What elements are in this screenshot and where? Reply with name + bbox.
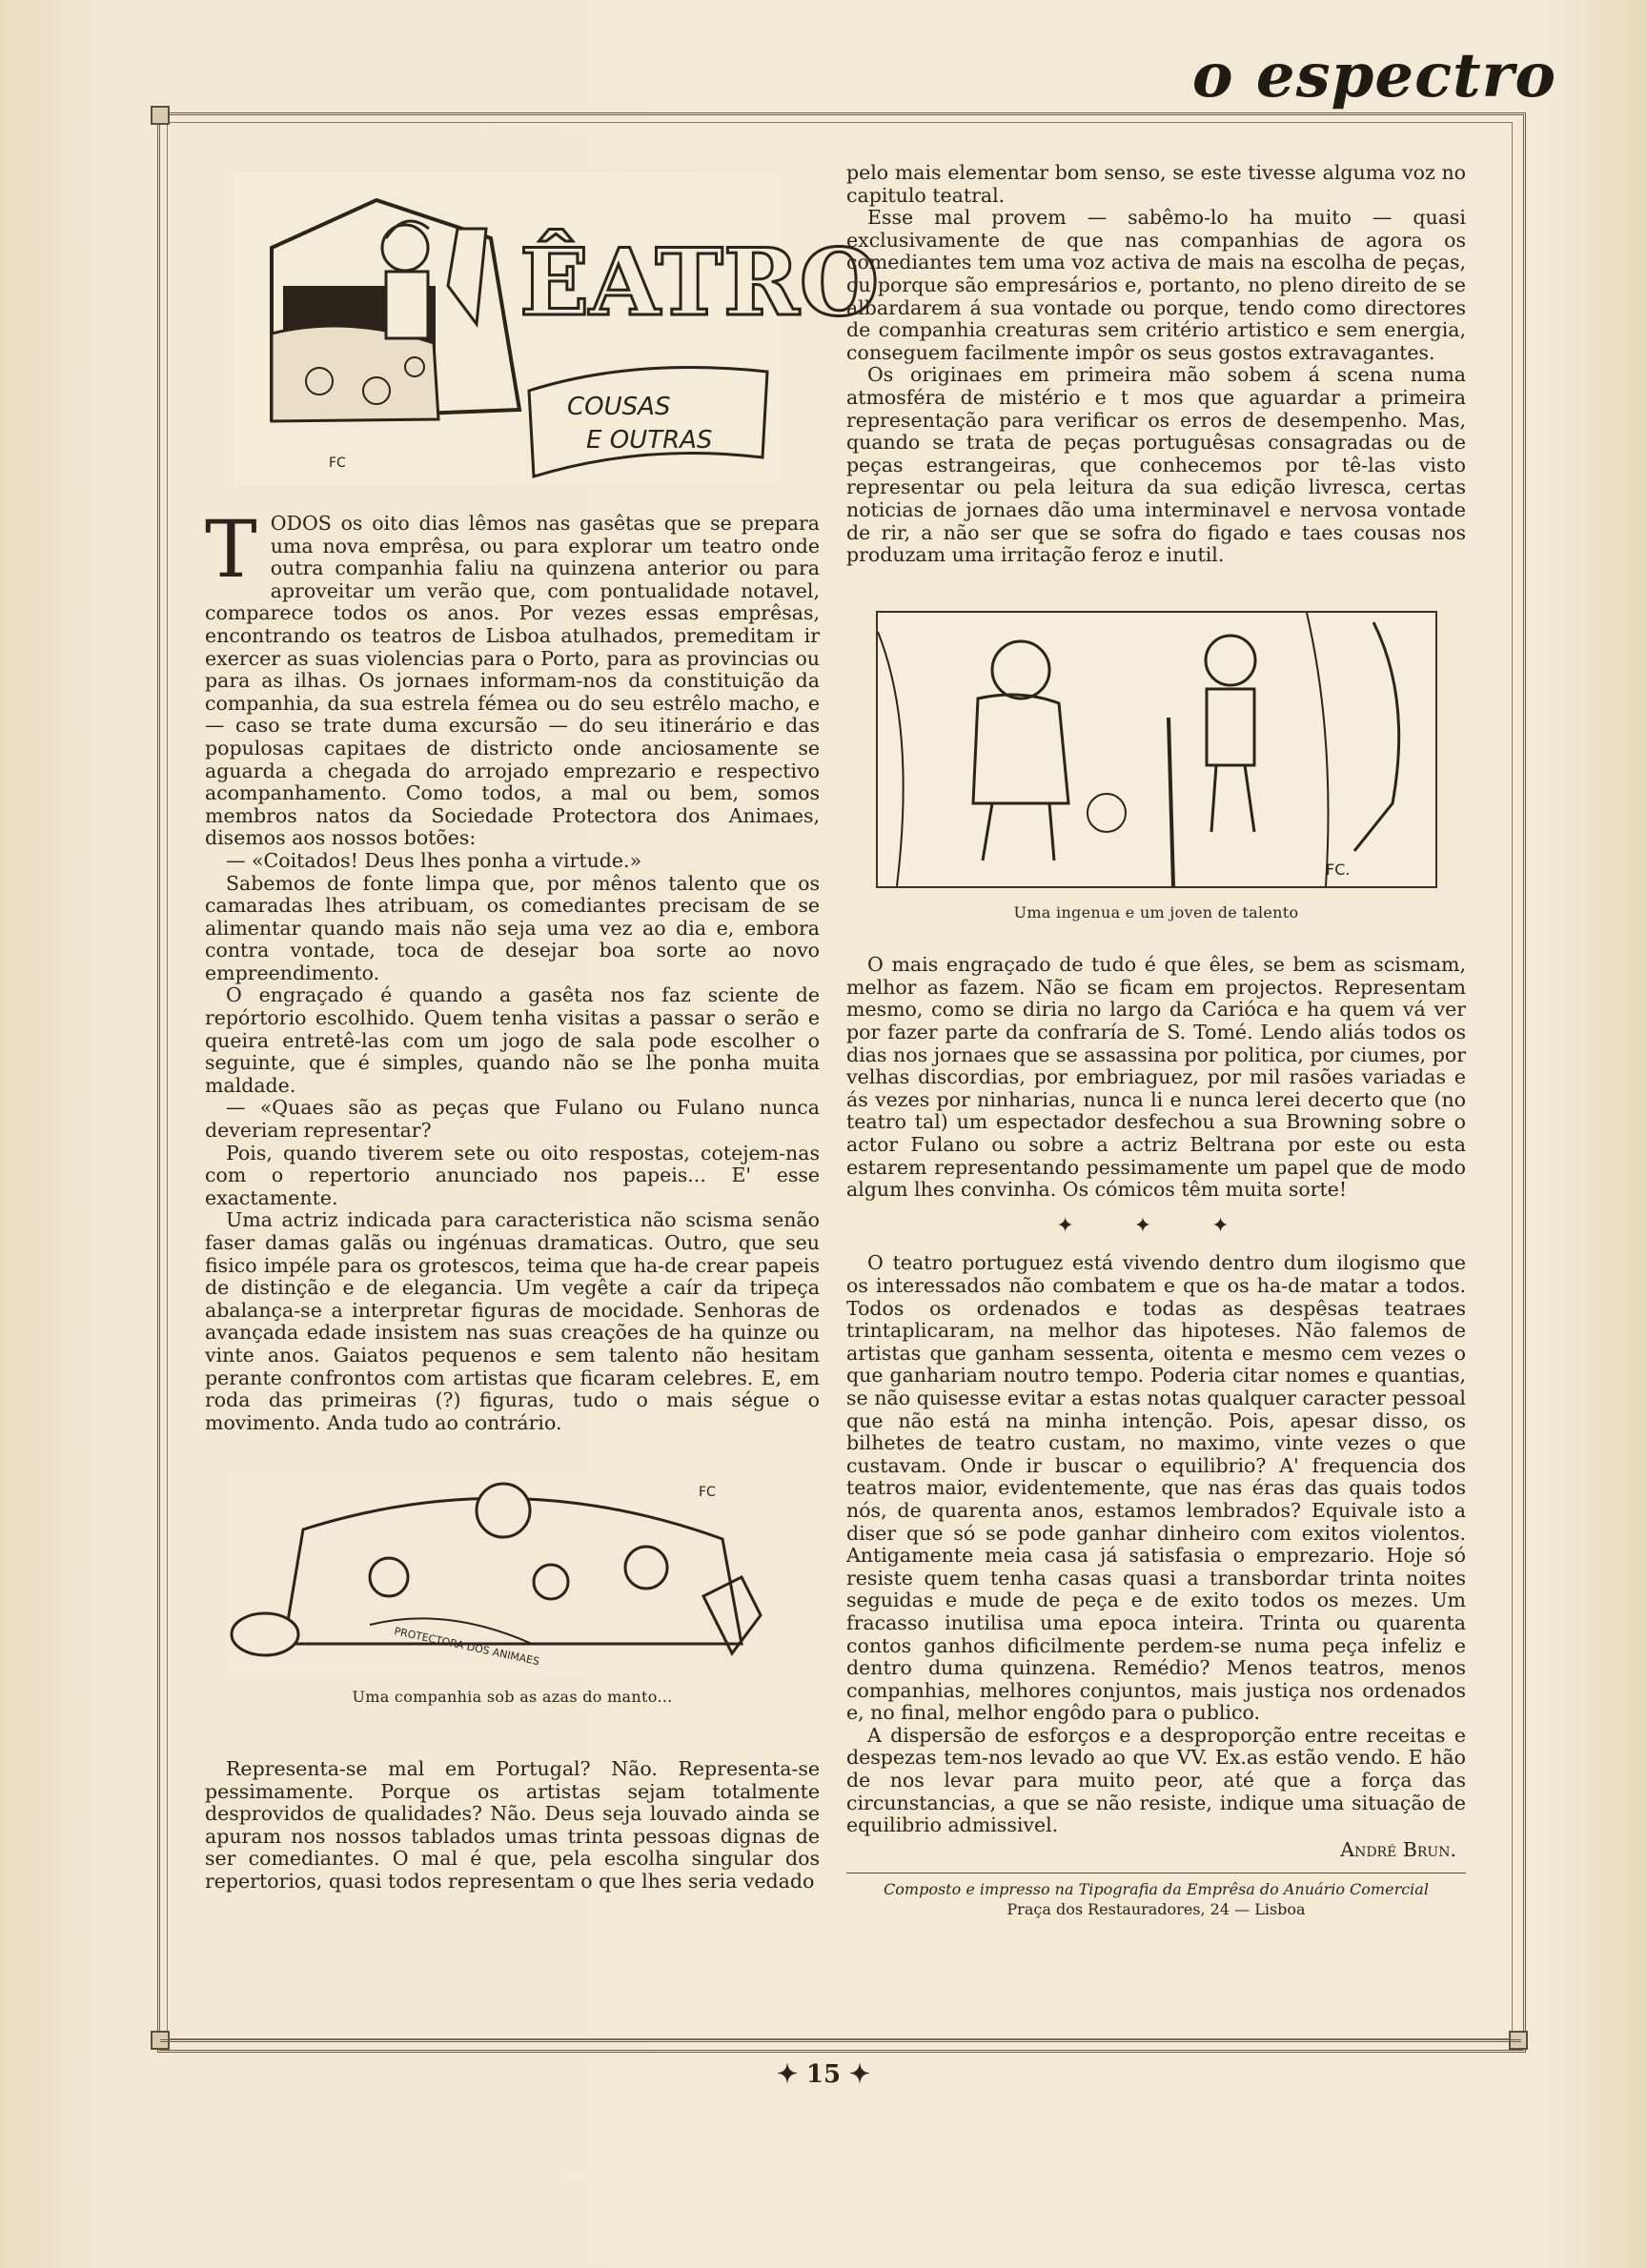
illustrator-initials: FC <box>329 456 346 471</box>
right-column <box>846 162 1466 1919</box>
article-paragraph <box>205 505 820 850</box>
ingenue-illustration <box>876 611 1437 888</box>
article-paragraph: O teatro portuguez está vivendo dentro dum ilogismo que os interessados não combatem e que os ha-de matar a todos. Todos os ordenados e todas as despêsas teatraes trintaplicaram, na melhor das hipoteses. Não falemos de artistas que ganham sessenta, oitenta e mesmo cem vezes o que ganhariam noutro tempo. Poderia citar nomes e quantias, se não quisesse evitar a estas notas qualquer caracter pessoal que não está na minha intenção. Pois, apesar disso, os bilhetes de teatro custam, no maximo, vinte vezes o que custavam. Onde ir buscar o equilibrio? A' frequencia dos teatros maior, evidentemente, que nas éras das quais todos nós, de quarenta anos, estamos lembrados? Equivale isto a diser que só se pode ganhar dinheiro com exitos violentos. Antigamente meia casa já satisfasia o emprezario. Hoje só resiste quem tenha casas quasi a transbordar trinta noites seguidas e mude de peça e de exito todos os mezes. Um fracasso inutilisa uma epoca inteira. Trinta ou quarenta contos ganhos dificilmente perdem-se numa peça infeliz e dentro duma quinzena. Remédio? Menos teatros, menos companhias, melhores conjuntos, mais justiça nos ordenados e, no final, melhor engôdo para o publico. <box>846 1251 1466 1725</box>
article-paragraph: Representa-se mal em Portugal? Não. Representa-se pessimamente. Porque os artistas sejam totalmente desprovidos de qualidades? Não. Deus seja louvado ainda se apuram nos nossos tablados umas trinta pessoas dignas de ser comediantes. O mal é que, pela escolha singular dos repertorios, quasi todos representam o que lhes seria vedado <box>205 1756 820 1893</box>
bottom-rule <box>160 2039 1521 2042</box>
illustrator-initials: FC. <box>1325 860 1350 879</box>
left-column <box>205 162 880 1893</box>
header-illustration <box>234 172 880 486</box>
paragraph-text: ODOS os oito dias lêmos nas gasêtas que se prepara uma nova emprêsa, ou para explorar um teatro onde outra companhia faliu na quinzena anterior ou para aproveitar um verão que, com pontualidade notavel, comparece todos os anos. Por vezes essas emprêsas, encontrando os teatros de Lisboa atulhados, premeditam ir exercer as suas violencias para o Porto, para as provincias ou para as ilhas. Os jornaes informam-nos da constituição da companhia, da sua estrela fémea ou do seu estrêlo macho, e — caso se trate duma excursão — do seu itinerário e das populosas capitaes de districto onde anciosamente se aguarda a chegada do arrojado emprezario e respectivo acompanhamento. Como todos, a mal ou bem, somos membros natos da Sociedade Protectora dos Animaes, disemos aos nossos botões: <box>205 512 820 850</box>
page-number: ✦ 15 ✦ <box>777 2060 870 2089</box>
imprint-line-2: Praça dos Restauradores, 24 — Lisboa <box>1006 1900 1306 1919</box>
article-paragraph: pelo mais elementar bom senso, se este tivesse alguma voz no capitulo teatral. <box>846 161 1466 207</box>
article-paragraph: Pois, quando tiverem sete ou oito respostas, cotejem-nas com o repertorio anunciado nos papeis... E' esse exactamente. <box>205 1141 820 1209</box>
section-separator: ✦ ✦ ✦ <box>1056 1213 1256 1238</box>
company-illustration <box>227 1472 799 1672</box>
banner-text: PROTECTORA DOS ANIMAES <box>392 1625 540 1669</box>
article-paragraph: Uma actriz indicada para caracteristica não scisma senão faser damas galãs ou ingénuas dramaticas. Outro, que seu fisico impéle para os grotescos, teima que ha-de crear papeis de distinção e de elegancia. Um vegête a caír da tripeça abalança-se a interpretar figuras de mocidade. Senhoras de avançada edade insistem nas suas creações de ha quinze ou vinte anos. Gaiatos pequenos e sem talento não hesitam perante confrontos com artistas que ficaram celebres. E, em roda das primeiras (?) figuras, tudo o mais ségue o movimento. Anda tudo ao contrário. <box>205 1208 820 1434</box>
article-paragraph: O engraçado é quando a gasêta nos faz sciente de repórtorio escolhido. Quem tenha visitas a passar o serão e queira entretê-las com um jogo de sala pode escolher o seguinte, que é simples, quando não se lhe ponha muita maldade. <box>205 983 820 1097</box>
mantle-illustration <box>227 1472 799 1672</box>
article-paragraph: O mais engraçado de tudo é que êles, se bem as scismam, melhor as fazem. Não se ficam em projectos. Representam mesmo, como se diria no largo da Carióca e ha quem vá ver por fazer parte da confraría de S. Tomé. Lendo aliás todos os dias nos jornaes que se assassina por politica, por ciumes, por velhas discordias, por embriaguez, por mil rasões variadas e ás vezes por ninharias, nunca li e nunca lerei decerto que (no teatro tal) um espectador desfechou a sua Browning sobre o actor Fulano ou sobre a actriz Beltrana por este ou esta estarem representando pessimamente um papel que de modo algum lhes convinha. Os cómicos têm muita sorte! <box>846 953 1466 1202</box>
ribbon-line-1: COUSAS <box>567 393 671 421</box>
illustration-caption: Uma ingenua e um joven de talento <box>1013 902 1299 921</box>
article-paragraph: A dispersão de esforços e a desproporção entre receitas e despezas tem-nos levado ao que VV. Ex.as estão vendo. E hão de nos levar para muito peor, até que a força das circunstancias, a que se não resiste, indique uma situação de equilibrio admissivel. <box>846 1723 1466 1837</box>
article-paragraph: Esse mal provem — sabêmo-lo ha muito — quasi exclusivamente de que nas companhias de agora os comediantes tem uma voz activa de mais na escolha de peças, ou porque são empresários e, portanto, no pleno direito de se albardarem á sua vontade ou porque, tendo como directores de companhia creaturas sem critério artistico e sem energia, conseguem facilmente impôr os seus gostos extravagantes. <box>846 206 1466 364</box>
frame-corner-ornament <box>151 106 170 125</box>
article-paragraph: — «Coitados! Deus lhes ponha a virtude.» <box>226 848 642 872</box>
ingenue-drawing <box>878 613 1435 886</box>
illustration-caption: Uma companhia sob as azas do manto... <box>352 1688 673 1707</box>
imprint <box>846 1873 1466 1919</box>
author-signature: André Brun. <box>1340 1837 1456 1861</box>
ribbon-line-2: E OUTRAS <box>586 426 713 455</box>
drop-cap: T <box>205 505 257 596</box>
puppet-theatre-illustration <box>234 172 880 486</box>
illustrator-initials: FC <box>698 1485 716 1501</box>
article-paragraph: Os originaes em primeira mão sobem á scena numa atmosféra de mistério e t mos que aguardar a primeira representação para verificar os erros de desempenho. Mas, quando se trata de peças portuguêsas consagradas ou de peças estrangeiras, que conhecemos por tê-las visto representar ou pela leitura da sua edição livresca, certas noticias de jornaes dão uma interminavel e nervosa vontade de rir, a não ser que se sofra do figado e taes cousas nos produzam uma irritação feroz e inutil. <box>846 363 1466 567</box>
article-paragraph: Sabemos de fonte limpa que, por mênos talento que os camaradas lhes atribuam, os comediantes precisam de se alimentar quando mais não seja uma vez ao dia e, embora contra vontade, toca de desejar boa sorte ao novo empreendimento. <box>205 871 820 984</box>
imprint-line-1: Composto e impresso na Tipografia da Emprêsa do Anuário Comercial <box>884 1880 1429 1899</box>
masthead-title: o espectro <box>1191 40 1556 111</box>
header-title-letters: ÊATRO <box>519 229 880 336</box>
article-paragraph: — «Quaes são as peças que Fulano ou Fulano nunca deveriam representar? <box>205 1096 820 1143</box>
